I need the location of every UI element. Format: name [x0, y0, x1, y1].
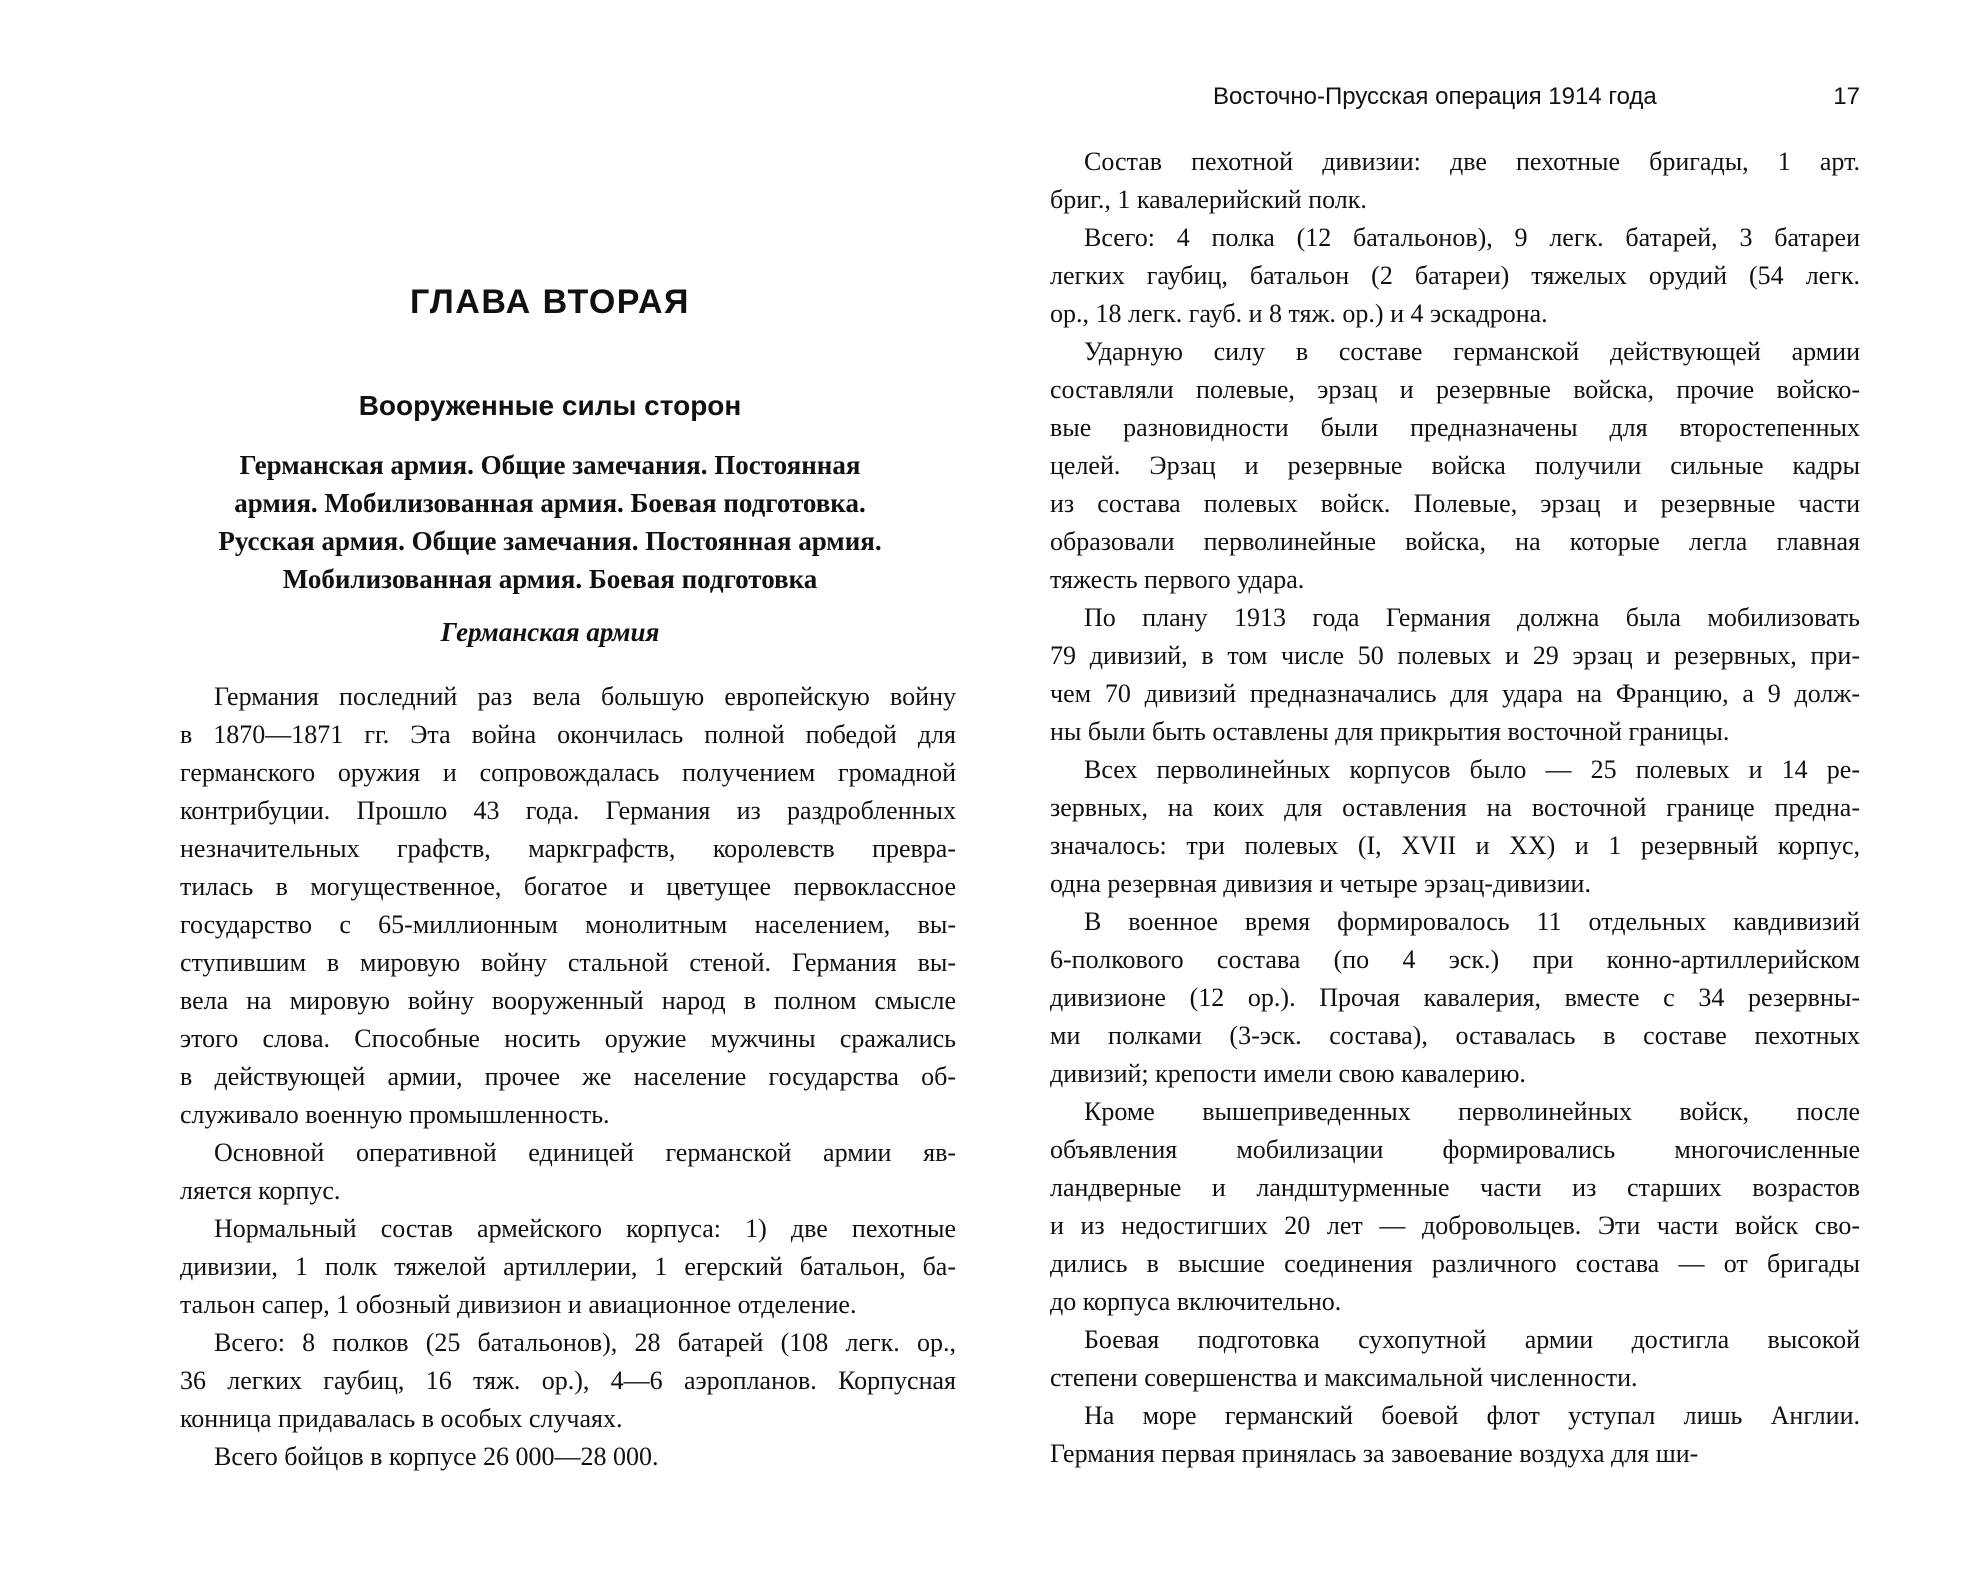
- paragraph: [1050, 219, 1860, 333]
- text-line: из состава полевых войск. Полевые, эрзац и резервные части: [1050, 489, 1860, 518]
- text-line: контрибуции. Прошло 43 года. Германия из раздробленных: [180, 796, 956, 825]
- paragraph: [180, 1134, 956, 1210]
- right-body-text: [1050, 143, 1860, 1473]
- text-line: В военное время формировалось 11 отдельных кавдивизий: [1084, 907, 1860, 936]
- text-line: ор., 18 легк. гауб. и 8 тяж. ор.) и 4 эскадрона.: [1050, 299, 1548, 328]
- page-number: 17: [1833, 83, 1860, 110]
- text-line: зервных, на коих для оставления на восточной границе предна-: [1050, 793, 1860, 822]
- text-line: значалось: три полевых (I, XVII и XX) и 1 резервный корпус,: [1050, 831, 1860, 860]
- paragraph: [180, 1324, 956, 1438]
- text-line: незначительных графств, маркграфств, королевств превра-: [180, 834, 956, 863]
- text-line: вые разновидности были предназначены для второстепенных: [1050, 413, 1860, 442]
- text-line: дились в высшие соединения различного состава — от бригады: [1050, 1249, 1860, 1278]
- paragraph: [1050, 1397, 1860, 1473]
- summary-line: армия. Мобилизованная армия. Боевая подготовка.: [234, 488, 866, 518]
- text-line: тяжесть первого удара.: [1050, 565, 1305, 594]
- text-line: ляется корпус.: [180, 1176, 341, 1205]
- paragraph: [1050, 143, 1860, 219]
- paragraph: [1050, 1093, 1860, 1321]
- text-line: Всего бойцов в корпусе 26 000—28 000.: [214, 1442, 659, 1471]
- chapter-summary: [150, 446, 950, 598]
- text-line: 6-полкового состава (по 4 эск.) при конно-артиллерийском: [1050, 945, 1860, 974]
- text-line: степени совершенства и максимальной численности.: [1050, 1363, 1638, 1392]
- text-line: Нормальный состав армейского корпуса: 1) две пехотные: [214, 1214, 956, 1243]
- text-line: объявления мобилизации формировались многочисленные: [1050, 1135, 1860, 1164]
- text-line: Всего: 4 полка (12 батальонов), 9 легк. батарей, 3 батареи: [1084, 223, 1860, 252]
- paragraph: [1050, 1321, 1860, 1397]
- text-line: государство с 65-миллионным монолитным населением, вы-: [180, 910, 956, 939]
- text-line: Германия первая принялась за завоевание воздуха для ши-: [1050, 1439, 1699, 1468]
- text-line: дивизии, 1 полк тяжелой артиллерии, 1 егерский батальон, ба-: [180, 1252, 956, 1281]
- left-body-text: [180, 678, 956, 1476]
- text-line: Основной оперативной единицей германской армии яв-: [214, 1138, 956, 1167]
- text-line: Кроме вышеприведенных перволинейных войск, после: [1084, 1097, 1860, 1126]
- subsection-title: Германская армия: [440, 617, 660, 647]
- text-line: и из недостигших 20 лет — добровольцев. Эти части войск сво-: [1050, 1211, 1860, 1240]
- text-line: Всех перволинейных корпусов было — 25 полевых и 14 ре-: [1084, 755, 1860, 784]
- text-line: составляли полевые, эрзац и резервные войска, прочие войско-: [1050, 375, 1860, 404]
- text-line: служивало военную промышленность.: [180, 1100, 610, 1129]
- text-line: ступившим в мировую войну стальной стеной. Германия вы-: [180, 948, 956, 977]
- text-line: конница придавалась в особых случаях.: [180, 1404, 623, 1433]
- section-title: Вооруженные силы сторон: [358, 390, 742, 421]
- summary-line: Мобилизованная армия. Боевая подготовка: [282, 564, 818, 594]
- text-line: ми полками (3-эск. состава), оставалась в составе пехотных: [1050, 1021, 1860, 1050]
- paragraph: [1050, 903, 1860, 1093]
- paragraph: [1050, 333, 1860, 599]
- text-line: Ударную силу в составе германской действующей армии: [1084, 337, 1860, 366]
- chapter-title: ГЛАВА ВТОРАЯ: [409, 283, 690, 321]
- paragraph: [1050, 599, 1860, 751]
- text-line: По плану 1913 года Германия должна была мобилизовать: [1084, 603, 1860, 632]
- text-line: Германия последний раз вела большую европейскую войну: [214, 682, 956, 711]
- text-line: образовали перволинейные войска, на которые легла главная: [1050, 527, 1860, 556]
- paragraph: [1050, 751, 1860, 903]
- text-line: германского оружия и сопровождалась получением громадной: [180, 758, 956, 787]
- text-line: в действующей армии, прочее же население государства об-: [180, 1062, 956, 1091]
- text-line: Всего: 8 полков (25 батальонов), 28 батарей (108 легк. ор.,: [214, 1328, 956, 1357]
- text-line: в 1870—1871 гг. Эта война окончилась полной победой для: [180, 720, 956, 749]
- text-line: бриг., 1 кавалерийский полк.: [1050, 185, 1367, 214]
- running-head-title: Восточно-Прусская операция 1914 года: [1213, 83, 1657, 110]
- text-line: тальон сапер, 1 обозный дивизион и авиационное отделение.: [180, 1290, 857, 1319]
- text-line: дивизионе (12 ор.). Прочая кавалерия, вместе с 34 резервны-: [1050, 983, 1860, 1012]
- text-line: целей. Эрзац и резервные войска получили сильные кадры: [1050, 451, 1860, 480]
- text-line: вела на мировую войну вооруженный народ в полном смысле: [180, 986, 956, 1015]
- text-line: ландверные и ландштурменные части из старших возрастов: [1050, 1173, 1860, 1202]
- text-line: Состав пехотной дивизии: две пехотные бригады, 1 арт.: [1084, 147, 1860, 176]
- text-line: одна резервная дивизия и четыре эрзац-дивизии.: [1050, 869, 1591, 898]
- text-line: до корпуса включительно.: [1050, 1287, 1342, 1316]
- text-line: Боевая подготовка сухопутной армии достигла высокой: [1084, 1325, 1860, 1354]
- text-line: 79 дивизий, в том числе 50 полевых и 29 эрзац и резервных, при-: [1050, 641, 1860, 670]
- text-line: 36 легких гаубиц, 16 тяж. ор.), 4—6 аэропланов. Корпусная: [180, 1366, 956, 1395]
- paragraph: [180, 1438, 956, 1476]
- text-line: На море германский боевой флот уступал лишь Англии.: [1084, 1401, 1860, 1430]
- text-line: легких гаубиц, батальон (2 батареи) тяжелых орудий (54 легк.: [1050, 261, 1860, 290]
- text-line: тилась в могущественное, богатое и цветущее первоклассное: [180, 872, 956, 901]
- text-line: этого слова. Способные носить оружие мужчины сражались: [180, 1024, 956, 1053]
- paragraph: [180, 1210, 956, 1324]
- text-line: чем 70 дивизий предназначались для удара на Францию, а 9 долж-: [1050, 679, 1860, 708]
- text-line: дивизий; крепости имели свою кавалерию.: [1050, 1059, 1526, 1088]
- running-head: [1050, 83, 1860, 123]
- text-line: ны были быть оставлены для прикрытия восточной границы.: [1050, 717, 1730, 746]
- summary-line: Германская армия. Общие замечания. Постоянная: [239, 450, 861, 480]
- summary-line: Русская армия. Общие замечания. Постоянная армия.: [218, 526, 882, 556]
- paragraph: [180, 678, 956, 1134]
